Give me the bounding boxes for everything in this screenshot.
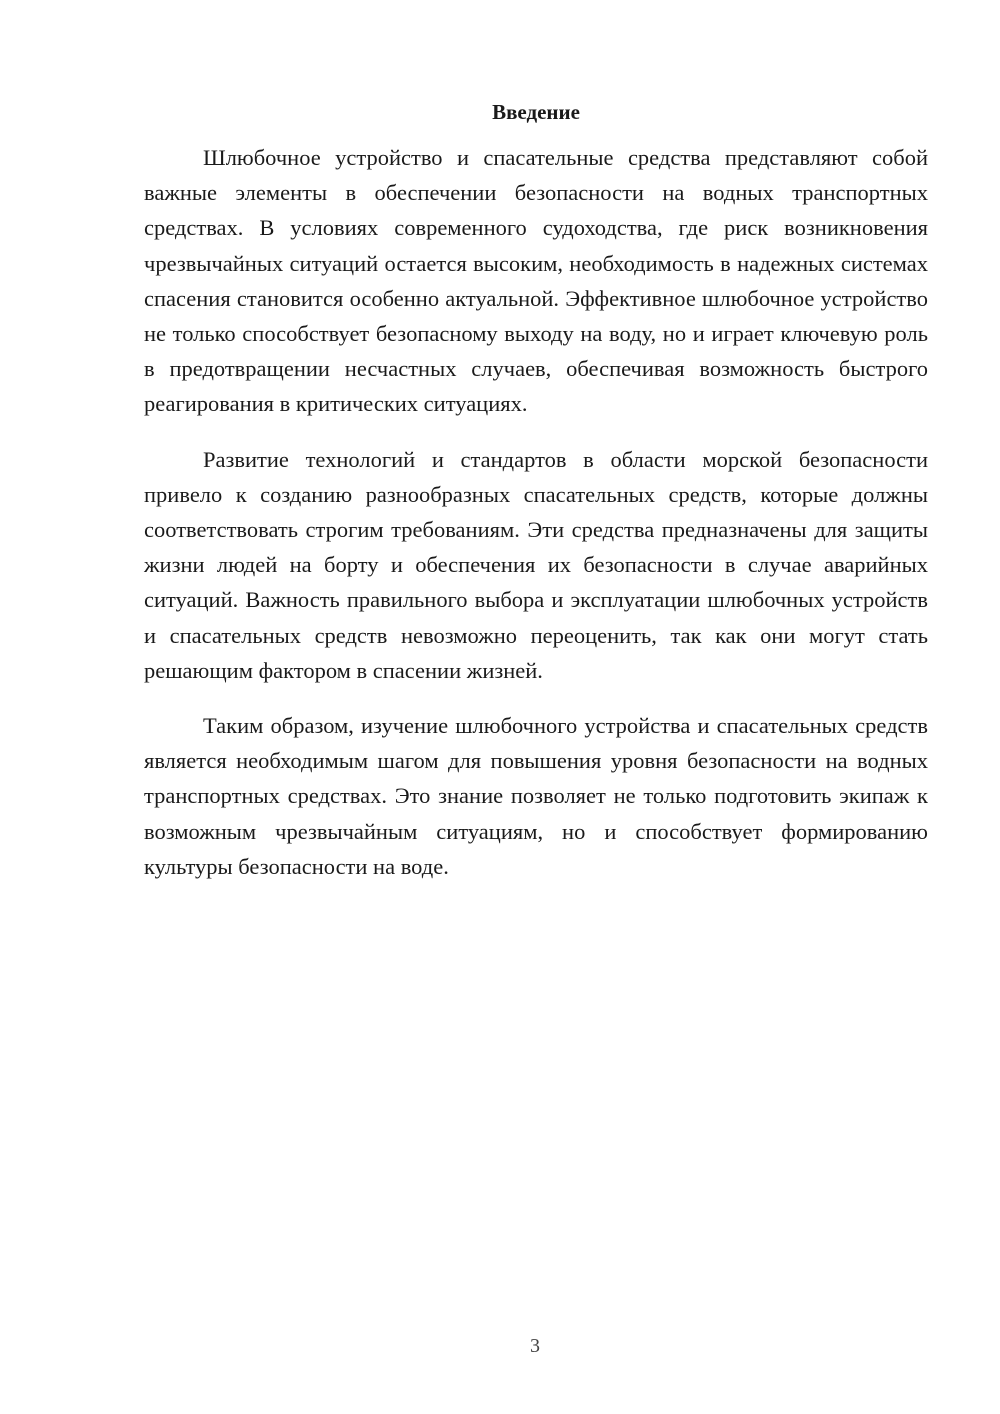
page-title: Введение <box>492 100 580 124</box>
page-number: 3 <box>530 1335 540 1357</box>
page-content <box>144 98 928 904</box>
paragraph-2: Развитие технологий и стандартов в области морской безопасности привело к созданию разнообразных спасательных средств, которые должны соответствовать строгим требованиям. Эти средства предназначены для защиты жизни людей на борту и обеспечения их безопасности в случае аварийных ситуаций. Важность правильного выбора и эксплуатации шлюбочных устройств и спасательных средств невозможно переоценить, так как они могут стать решающим фактором в спасении жизней. <box>144 446 928 683</box>
paragraph-1: Шлюбочное устройство и спасательные средства представляют собой важные элементы в обеспечении безопасности на водных транспортных средствах. В условиях современного судоходства, где риск возникновения чрезвычайных ситуаций остается высоким, необходимость в надежных системах спасения становится особенно актуальной. Эффективное шлюбочное устройство не только способствует безопасному выходу на воду, но и играет ключевую роль в предотвращении несчастных случаев, обеспечивая возможность быстрого реагирования в критических ситуациях. <box>144 145 928 417</box>
paragraph-3: Таким образом, изучение шлюбочного устройства и спасательных средств является необходимым шагом для повышения уровня безопасности на водных транспортных средствах. Это знание позволяет не только подготовить экипаж к возможным чрезвычайным ситуациям, но и способствует формированию культуры безопасности на воде. <box>144 713 928 879</box>
